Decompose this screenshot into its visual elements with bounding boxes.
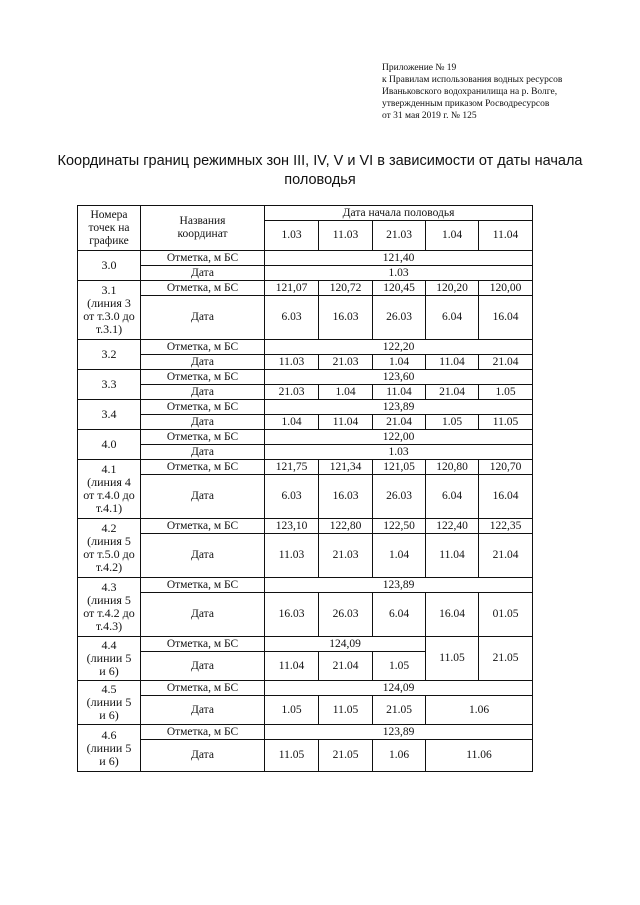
- header-text: Названия: [179, 215, 226, 227]
- header-flood-start-date: Дата начала половодья: [265, 206, 533, 221]
- date-value: 11.05: [265, 740, 319, 772]
- mark-value: 121,75: [265, 460, 319, 475]
- table-row: [78, 475, 533, 519]
- date-value: 1.03: [265, 445, 533, 460]
- point-cell: [78, 281, 141, 340]
- point-cell: [78, 681, 141, 725]
- date-label: Дата: [141, 593, 265, 637]
- mark-value: 123,89: [265, 578, 533, 593]
- header-coordinate-name: [141, 206, 265, 251]
- date-value: 1.03: [265, 266, 533, 281]
- table-row: [78, 740, 533, 772]
- date-value: 1.05: [265, 696, 319, 725]
- mark-label: Отметка, м БС: [141, 251, 265, 266]
- point-text: 3.0: [101, 258, 117, 272]
- date-label: Дата: [141, 475, 265, 519]
- date-value: 1.04: [373, 355, 426, 370]
- date-value: 1.04: [265, 415, 319, 430]
- zone-coordinates-table: [77, 205, 533, 772]
- date-value: 11.04: [426, 534, 479, 578]
- point-text: 4.4: [101, 638, 117, 652]
- date-value: 21.03: [265, 385, 319, 400]
- date-value: 16.03: [265, 593, 319, 637]
- mark-value: 122,80: [319, 519, 373, 534]
- point-text: от т.5.0 до: [83, 547, 135, 561]
- mark-value: 120,00: [479, 281, 533, 296]
- point-cell: [78, 430, 141, 460]
- table-row: [78, 637, 533, 652]
- mark-value: 122,40: [426, 519, 479, 534]
- title-line-1: Координаты границ режимных зон III, IV, V и VI в зависимости от даты начала: [57, 153, 583, 169]
- table-row: [78, 251, 533, 266]
- point-text: от т.4.2 до: [83, 606, 135, 620]
- date-value: 11.04: [265, 652, 319, 681]
- point-text: (линия 5: [87, 534, 131, 548]
- table-row: [78, 725, 533, 740]
- table-row: [78, 445, 533, 460]
- mark-value: 122,35: [479, 519, 533, 534]
- date-value: 1.06: [426, 696, 533, 725]
- date-value: 21.03: [319, 355, 373, 370]
- table-row: [78, 696, 533, 725]
- date-value: 26.03: [319, 593, 373, 637]
- mark-value: 124,09: [265, 637, 426, 652]
- point-text: 4.6: [101, 727, 117, 742]
- header-date: 11.04: [479, 221, 533, 251]
- header-text: координат: [177, 228, 228, 240]
- mark-value: 120,72: [319, 281, 373, 296]
- date-value: 21.05: [373, 696, 426, 725]
- point-text: т.4.1): [95, 501, 123, 515]
- date-value: 21.05: [479, 637, 533, 681]
- point-cell: [78, 370, 141, 400]
- point-text: (линия 5: [87, 593, 131, 607]
- table-row: [78, 385, 533, 400]
- date-value: 6.03: [265, 475, 319, 519]
- mark-value: 123,89: [265, 400, 533, 415]
- date-value: 11.03: [265, 355, 319, 370]
- table-header-row: [78, 206, 533, 221]
- mark-label: Отметка, м БС: [141, 578, 265, 593]
- mark-value: 123,89: [265, 725, 533, 740]
- point-text: т.4.2): [95, 560, 123, 574]
- appendix-line: к Правилам использования водных ресурсов: [382, 75, 563, 85]
- mark-value: 123,10: [265, 519, 319, 534]
- point-text: 3.3: [101, 377, 117, 391]
- point-text: 4.1: [101, 462, 117, 476]
- table-row: [78, 370, 533, 385]
- date-value: 6.03: [265, 296, 319, 340]
- date-value: 11.04: [426, 355, 479, 370]
- point-text: 3.2: [101, 347, 117, 361]
- title-line-2: половодья: [284, 172, 356, 188]
- document-title: [40, 152, 600, 190]
- table-row: [78, 340, 533, 355]
- point-cell: [78, 340, 141, 370]
- header-date: 1.04: [426, 221, 479, 251]
- mark-value: 122,00: [265, 430, 533, 445]
- point-text: (линия 3: [87, 296, 131, 310]
- date-label: Дата: [141, 296, 265, 340]
- mark-label: Отметка, м БС: [141, 460, 265, 475]
- mark-value: 120,80: [426, 460, 479, 475]
- point-cell: [78, 637, 141, 681]
- date-value: 21.03: [319, 534, 373, 578]
- date-value: 6.04: [373, 593, 426, 637]
- date-value: 16.03: [319, 296, 373, 340]
- point-cell: [78, 725, 141, 772]
- mark-label: Отметка, м БС: [141, 340, 265, 355]
- mark-value: 120,20: [426, 281, 479, 296]
- header-date: 21.03: [373, 221, 426, 251]
- date-value: 1.04: [373, 534, 426, 578]
- point-text: (линия 4: [87, 475, 131, 489]
- date-label: Дата: [141, 740, 265, 772]
- date-value: 21.04: [319, 652, 373, 681]
- table-row: [78, 430, 533, 445]
- date-label: Дата: [141, 652, 265, 681]
- date-value: 1.05: [426, 415, 479, 430]
- mark-value: 120,45: [373, 281, 426, 296]
- header-point-number: [78, 206, 141, 251]
- date-label: Дата: [141, 385, 265, 400]
- date-value: 6.04: [426, 296, 479, 340]
- table-row: [78, 266, 533, 281]
- date-value: 11.04: [319, 415, 373, 430]
- appendix-line: Иваньковского водохранилища на р. Волге,: [382, 87, 558, 97]
- date-value: 21.05: [319, 740, 373, 772]
- header-date: 1.03: [265, 221, 319, 251]
- header-text: Номера: [90, 208, 128, 221]
- mark-label: Отметка, м БС: [141, 725, 265, 740]
- point-cell: [78, 460, 141, 519]
- mark-value: 121,40: [265, 251, 533, 266]
- table-row: [78, 355, 533, 370]
- date-value: 26.03: [373, 296, 426, 340]
- mark-value: 121,34: [319, 460, 373, 475]
- point-text: 4.0: [101, 437, 117, 451]
- mark-label: Отметка, м БС: [141, 430, 265, 445]
- table-row: [78, 281, 533, 296]
- date-value: 16.04: [479, 296, 533, 340]
- mark-label: Отметка, м БС: [141, 681, 265, 696]
- appendix-line: от 31 мая 2019 г. № 125: [382, 111, 477, 121]
- date-value: 1.06: [373, 740, 426, 772]
- date-label: Дата: [141, 534, 265, 578]
- table-row: [78, 681, 533, 696]
- point-text: 3.4: [101, 407, 117, 421]
- date-value: 6.04: [426, 475, 479, 519]
- point-cell: [78, 251, 141, 281]
- date-value: 11.05: [479, 415, 533, 430]
- mark-value: 121,05: [373, 460, 426, 475]
- table-row: [78, 534, 533, 578]
- date-value: 11.06: [426, 740, 533, 772]
- date-value: 11.03: [265, 534, 319, 578]
- mark-label: Отметка, м БС: [141, 370, 265, 385]
- point-cell: [78, 400, 141, 430]
- mark-value: 124,09: [265, 681, 533, 696]
- header-date: 11.03: [319, 221, 373, 251]
- mark-value: 121,07: [265, 281, 319, 296]
- date-label: Дата: [141, 355, 265, 370]
- date-label: Дата: [141, 266, 265, 281]
- table-row: [78, 400, 533, 415]
- appendix-line: утвержденным приказом Росводресурсов: [382, 99, 550, 109]
- table-row: [78, 415, 533, 430]
- point-text: и 6): [99, 753, 119, 768]
- date-value: 16.04: [479, 475, 533, 519]
- point-cell: [78, 519, 141, 578]
- point-text: т.4.3): [95, 619, 123, 633]
- table-row: [78, 593, 533, 637]
- point-text: 4.5: [101, 682, 117, 696]
- mark-label: Отметка, м БС: [141, 519, 265, 534]
- mark-value: 122,50: [373, 519, 426, 534]
- appendix-block: [382, 62, 562, 122]
- mark-label: Отметка, м БС: [141, 637, 265, 652]
- table-row: [78, 578, 533, 593]
- point-text: и 6): [99, 708, 119, 722]
- date-value: 11.05: [319, 696, 373, 725]
- date-value: 21.04: [479, 355, 533, 370]
- mark-label: Отметка, м БС: [141, 281, 265, 296]
- table-row: [78, 460, 533, 475]
- date-value: 11.05: [426, 637, 479, 681]
- date-label: Дата: [141, 415, 265, 430]
- point-text: 4.2: [101, 521, 117, 535]
- point-text: от т.3.0 до: [83, 309, 135, 323]
- point-text: и 6): [99, 664, 119, 678]
- date-label: Дата: [141, 445, 265, 460]
- mark-value: 122,20: [265, 340, 533, 355]
- table-row: [78, 296, 533, 340]
- date-value: 26.03: [373, 475, 426, 519]
- table-row: [78, 519, 533, 534]
- point-text: от т.4.0 до: [83, 488, 135, 502]
- header-text: точек на: [88, 221, 130, 234]
- point-text: (линии 5: [86, 695, 132, 709]
- appendix-line: Приложение № 19: [382, 63, 457, 73]
- point-text: т.3.1): [95, 322, 123, 336]
- mark-value: 123,60: [265, 370, 533, 385]
- date-value: 21.04: [479, 534, 533, 578]
- date-value: 01.05: [479, 593, 533, 637]
- point-text: 4.3: [101, 580, 117, 594]
- date-value: 1.05: [373, 652, 426, 681]
- point-text: (линии 5: [86, 651, 132, 665]
- mark-label: Отметка, м БС: [141, 400, 265, 415]
- point-text: 3.1: [101, 283, 117, 297]
- date-value: 16.03: [319, 475, 373, 519]
- date-value: 11.04: [373, 385, 426, 400]
- header-text: графике: [89, 234, 129, 247]
- date-value: 21.04: [426, 385, 479, 400]
- mark-value: 120,70: [479, 460, 533, 475]
- date-value: 16.04: [426, 593, 479, 637]
- date-label: Дата: [141, 696, 265, 725]
- point-text: (линии 5: [86, 740, 132, 755]
- date-value: 1.05: [479, 385, 533, 400]
- point-cell: [78, 578, 141, 637]
- date-value: 21.04: [373, 415, 426, 430]
- date-value: 1.04: [319, 385, 373, 400]
